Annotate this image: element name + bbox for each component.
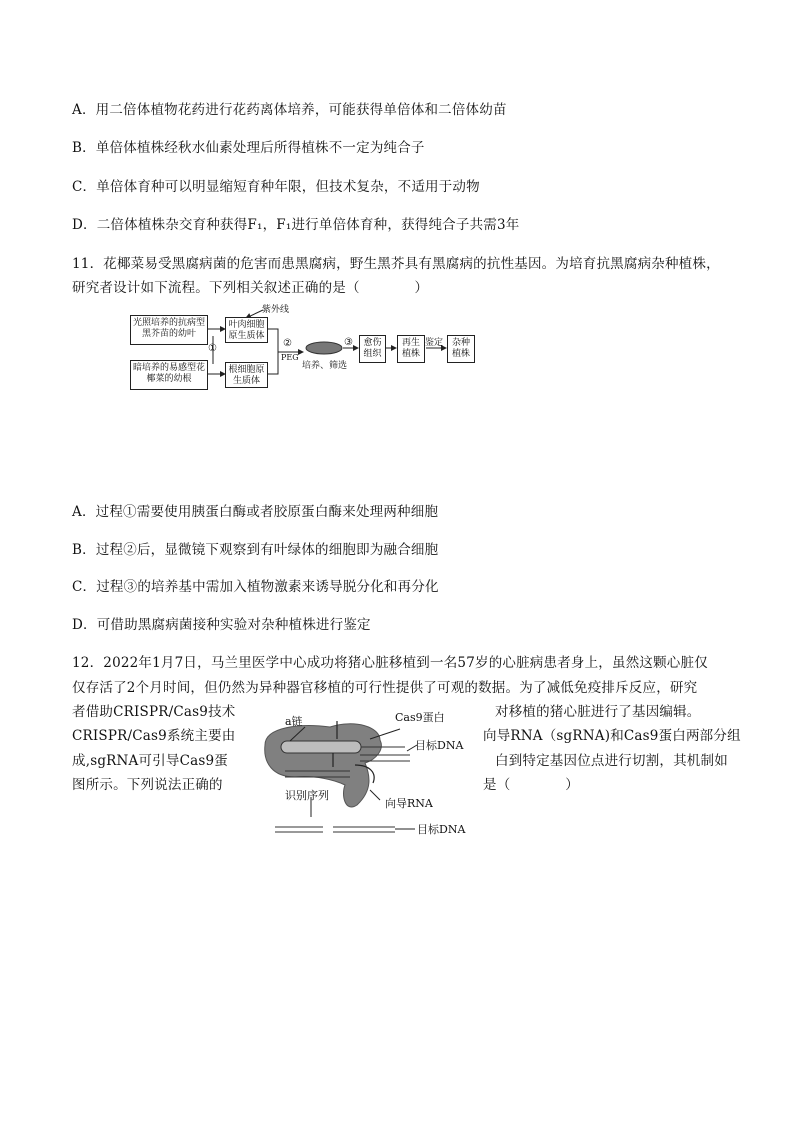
label-a-chain: a链 xyxy=(285,715,303,728)
label-identify: 鉴定 xyxy=(425,338,444,348)
q11-option-b: B．过程②后，显微镜下观察到有叶绿体的细胞即为融合细胞 xyxy=(72,542,439,558)
q12-line5-right: 白到特定基因位点进行切割，其机制如 xyxy=(495,753,728,769)
box-susceptible-cauliflower-root: 暗培养的易感型花椰菜的幼根 xyxy=(130,360,208,390)
box-hybrid-plant: 杂种植株 xyxy=(447,335,475,363)
crispr-cas9-diagram xyxy=(245,705,475,835)
q11-stem-line1: 11．花椰菜易受黑腐病菌的危害而患黑腐病，野生黑芥具有黑腐病的抗性基因。为培育抗黑腐病杂种植株， xyxy=(72,256,720,272)
box-callus: 愈伤组织 xyxy=(359,335,386,363)
q11-option-d: D．可借助黑腐病菌接种实验对杂种植株进行鉴定 xyxy=(72,617,371,633)
q12-line1: 12．2022年1月7日，马兰里医学中心成功将猪心脏移植到一名57岁的心脏病患者身上，虽然这颗心脏仅 xyxy=(72,655,708,671)
q10-option-c: C．单倍体育种可以明显缩短育种年限，但技术复杂，不适用于动物 xyxy=(72,179,480,195)
label-cas9-protein: Cas9蛋白 xyxy=(395,711,445,724)
label-recognition-sequence: 识别序列 xyxy=(285,789,329,802)
q10-option-a: A．用二倍体植物花药进行花药离体培养，可能获得单倍体和二倍体幼苗 xyxy=(72,102,507,118)
label-target-dna-bottom: 目标DNA xyxy=(417,823,466,836)
label-step3: ③ xyxy=(344,337,353,348)
q12-line4-left: CRISPR/Cas9系统主要由 xyxy=(72,728,236,744)
q11-flow-diagram xyxy=(128,300,688,400)
q11-option-c: C．过程③的培养基中需加入植物激素来诱导脱分化和再分化 xyxy=(72,579,439,595)
q11-stem-line2: 研究者设计如下流程。下列相关叙述正确的是（ ） xyxy=(72,280,429,296)
q12-line3-left: 者借助CRISPR/Cas9技术 xyxy=(72,704,236,720)
box-mesophyll-protoplast: 叶肉细胞原生质体 xyxy=(225,317,268,343)
q12-line4-right: 向导RNA（sgRNA)和Cas9蛋白两部分组 xyxy=(483,728,741,744)
label-step2: ② xyxy=(283,338,292,349)
label-uv: 紫外线 xyxy=(262,305,290,315)
q11-option-a: A．过程①需要使用胰蛋白酶或者胶原蛋白酶来处理两种细胞 xyxy=(72,504,439,520)
q12-line6-right: 是（ ） xyxy=(483,777,579,793)
label-culture-screen: 培养、筛选 xyxy=(302,361,348,371)
q12-line3-right: 对移植的猪心脏进行了基因编辑。 xyxy=(495,704,701,720)
label-target-dna: 目标DNA xyxy=(415,739,464,752)
box-root-protoplast: 根细胞原生质体 xyxy=(225,362,268,388)
box-regenerated-plant: 再生植株 xyxy=(397,335,425,363)
label-guide-rna: 向导RNA xyxy=(385,797,433,810)
q12-line2: 仅存活了2个月时间，但仍然为异种器官移植的可行性提供了可观的数据。为了减低免疫排斥反应，研究 xyxy=(72,680,698,696)
box-resistant-black-mustard-leaf: 光照培养的抗病型黑芥苗的幼叶 xyxy=(130,315,208,345)
q12-line5-left: 成,sgRNA可引导Cas9蛋 xyxy=(72,753,228,769)
q12-line6-left: 图所示。下列说法正确的 xyxy=(72,777,223,793)
label-peg: PEG xyxy=(281,353,299,362)
label-step1: ① xyxy=(208,343,217,354)
q10-option-b: B．单倍体植株经秋水仙素处理后所得植株不一定为纯合子 xyxy=(72,140,425,156)
q10-option-d: D．二倍体植株杂交育种获得F₁，F₁进行单倍体育种，获得纯合子共需3年 xyxy=(72,217,520,233)
